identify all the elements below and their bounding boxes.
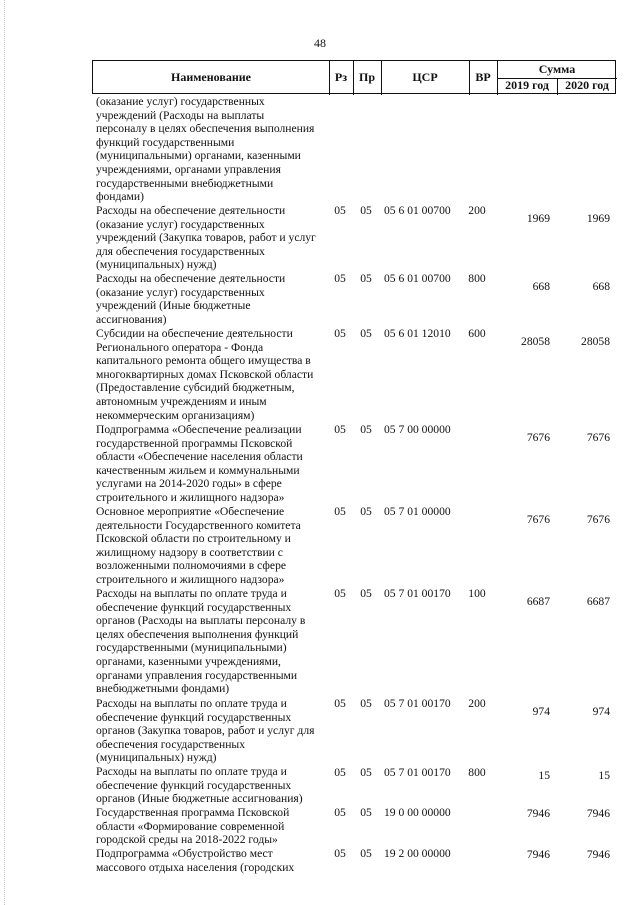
row-pr: 05 <box>360 806 372 819</box>
row-rz: 05 <box>334 204 346 217</box>
row-name: (оказание услуг) государственных учреждений (Расходы на выплаты персоналу в целях обеспечения выполнения функций государственными (муниципальными) органами, казенными учреждениями, органами управления государственными внебюджетными фондами) <box>96 95 315 204</box>
row-vr: 600 <box>468 327 486 340</box>
table-row <box>0 327 640 423</box>
row-csr: 19 2 00 00000 <box>384 847 451 860</box>
row-rz: 05 <box>334 505 346 518</box>
row-amount-2020: 6687 <box>586 595 610 608</box>
table-row <box>0 806 640 847</box>
row-pr: 05 <box>360 587 372 600</box>
row-pr: 05 <box>360 505 372 518</box>
row-name: Государственная программа Псковской области «Формирование современной городской среды на 2018-2022 годы» <box>96 806 290 847</box>
row-name: Расходы на выплаты по оплате труда и обеспечение функций государственных органов (Закупка товаров, работ и услуг для обеспечения государственных (муниципальных) нужд) <box>96 697 315 765</box>
row-amount-2019: 7946 <box>526 848 550 861</box>
page-number: 48 <box>314 36 326 50</box>
row-rz: 05 <box>334 587 346 600</box>
row-amount-2020: 668 <box>592 280 610 293</box>
row-name: Расходы на обеспечение деятельности (оказание услуг) государственных учреждений (Закупка товаров, работ и услуг для обеспечения государственных (муниципальных) нужд) <box>96 204 316 272</box>
row-amount-2020: 974 <box>592 705 610 718</box>
row-amount-2019: 974 <box>532 705 550 718</box>
row-rz: 05 <box>334 766 346 779</box>
header-year-2019: 2019 год <box>505 78 549 92</box>
row-name: Расходы на выплаты по оплате труда и обеспечение функций государственных органов (Расходы на выплаты персоналу в целях обеспечения выполнения функций государственными (муниципальными) органами, казенными учреждениями, органами управления государственными внебюджетными фондами) <box>96 587 306 696</box>
row-amount-2020: 7676 <box>586 513 610 526</box>
row-csr: 19 0 00 00000 <box>384 806 451 819</box>
header-pr: Пр <box>358 69 375 84</box>
table-row <box>0 765 640 806</box>
table-row <box>0 847 640 875</box>
row-csr: 05 7 01 00000 <box>384 505 451 518</box>
row-pr: 05 <box>360 327 372 340</box>
row-vr: 200 <box>468 204 486 217</box>
row-csr: 05 6 01 00700 <box>384 204 451 217</box>
table-row <box>0 272 640 327</box>
row-rz: 05 <box>334 327 346 340</box>
row-amount-2019: 15 <box>538 769 550 782</box>
row-vr: 200 <box>468 697 486 710</box>
row-vr: 800 <box>468 272 486 285</box>
row-amount-2019: 7676 <box>526 431 550 444</box>
row-name: Подпрограмма «Обустройство мест массового отдыха населения (городских <box>96 847 295 874</box>
row-amount-2019: 7946 <box>526 807 550 820</box>
header-rz: Рз <box>334 69 348 84</box>
table-row <box>0 95 640 204</box>
row-amount-2019: 7676 <box>526 513 550 526</box>
row-name: Основное мероприятие «Обеспечение деятельности Государственного комитета Псковской области по строительному и жилищному надзору в соответствии с возложенными полномочиями в сфере строительного и жилищного надзора» <box>96 505 301 586</box>
row-pr: 05 <box>360 847 372 860</box>
table-body <box>0 95 640 875</box>
header-csr: ЦСР <box>412 69 438 84</box>
table-row <box>0 587 640 697</box>
row-csr: 05 7 01 00170 <box>384 697 451 710</box>
table-row <box>0 423 640 505</box>
row-pr: 05 <box>360 766 372 779</box>
row-name: Расходы на выплаты по оплате труда и обеспечение функций государственных органов (Иные бюджетные ассигнования) <box>96 765 303 806</box>
row-csr: 05 7 01 00170 <box>384 766 451 779</box>
row-name: Субсидии на обеспечение деятельности Регионального оператора - Фонда капитального ремонта общего имущества в многоквартирных домах Псковской области (Предоставление субсидий бюджетным, автономным учреждениям и иным некоммерческим организациям) <box>96 327 314 422</box>
row-amount-2019: 28058 <box>521 335 550 348</box>
header-name: Наименование <box>171 69 251 84</box>
row-vr: 800 <box>468 766 486 779</box>
table-row <box>0 204 640 272</box>
row-vr: 100 <box>468 587 486 600</box>
row-amount-2020: 7946 <box>586 848 610 861</box>
row-csr: 05 6 01 12010 <box>384 327 451 340</box>
row-pr: 05 <box>360 423 372 436</box>
row-csr: 05 6 01 00700 <box>384 272 451 285</box>
row-rz: 05 <box>334 847 346 860</box>
row-amount-2019: 6687 <box>526 595 550 608</box>
row-rz: 05 <box>334 423 346 436</box>
row-amount-2020: 15 <box>598 769 610 782</box>
table-row <box>0 505 640 587</box>
row-rz: 05 <box>334 272 346 285</box>
row-csr: 05 7 00 00000 <box>384 423 451 436</box>
row-amount-2019: 1969 <box>526 212 550 225</box>
table-row <box>0 697 640 765</box>
header-sum: Сумма <box>538 62 576 76</box>
row-rz: 05 <box>334 806 346 819</box>
row-amount-2020: 1969 <box>586 212 610 225</box>
header-vr: ВР <box>475 69 491 84</box>
row-amount-2020: 7676 <box>586 431 610 444</box>
row-rz: 05 <box>334 697 346 710</box>
row-amount-2020: 7946 <box>586 807 610 820</box>
row-amount-2020: 28058 <box>581 335 610 348</box>
row-csr: 05 7 01 00170 <box>384 587 451 600</box>
row-amount-2019: 668 <box>532 280 550 293</box>
header-year-2020: 2020 год <box>565 78 609 92</box>
row-pr: 05 <box>360 272 372 285</box>
row-pr: 05 <box>360 204 372 217</box>
row-pr: 05 <box>360 697 372 710</box>
row-name: Расходы на обеспечение деятельности (оказание услуг) государственных учреждений (Иные бюджетные ассигнования) <box>96 272 286 326</box>
row-name: Подпрограмма «Обеспечение реализации государственной программы Псковской области «Обеспечение населения области качественным жильем и коммунальными услугами на 2014-2020 годы» в сфере строительного и жилищного надзора» <box>96 423 303 504</box>
table-header <box>92 60 616 94</box>
